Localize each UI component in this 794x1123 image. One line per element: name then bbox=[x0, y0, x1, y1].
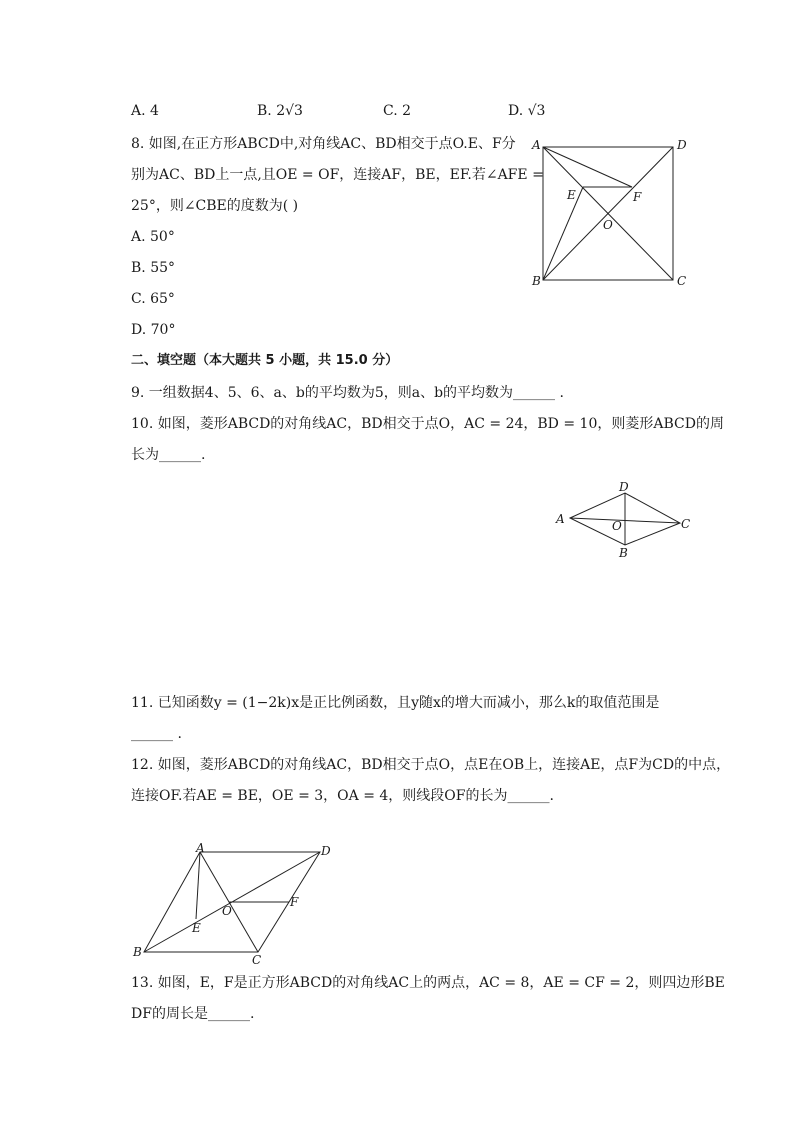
q12-label-f: F bbox=[290, 895, 299, 909]
q8-label-a: A bbox=[532, 138, 541, 152]
q10-text-line1: 10. 如图，菱形ABCD的对角线AC，BD相交于点O，AC = 24，BD = 10，则菱形ABCD的周 bbox=[131, 416, 724, 432]
q7-option-d: D. √3 bbox=[508, 103, 546, 119]
q7-option-c: C. 2 bbox=[383, 103, 412, 119]
q12-label-a: A bbox=[196, 842, 205, 855]
q8-label-f: F bbox=[633, 190, 642, 204]
q13-text-line2: DF的周长是______. bbox=[131, 1006, 255, 1022]
section-fill-in-blank-header: 二、填空题（本大题共 5 小题，共 15.0 分） bbox=[131, 353, 399, 368]
q8-option-c: C. 65° bbox=[131, 291, 175, 307]
q8-option-a: A. 50° bbox=[131, 229, 175, 245]
q11-text-line2: ______ . bbox=[131, 726, 182, 742]
q8-option-d: D. 70° bbox=[131, 322, 176, 338]
q12-label-d: D bbox=[321, 844, 331, 858]
q12-rhombus-figure bbox=[128, 842, 338, 967]
q10-label-d: D bbox=[619, 480, 629, 494]
q8-label-e: E bbox=[567, 188, 576, 202]
q8-text-line2: 别为AC、BD上一点,且OE = OF，连接AF，BE，EF.若∠AFE = bbox=[131, 167, 544, 183]
q12-label-e: E bbox=[192, 921, 201, 935]
q12-text-line2: 连接OF.若AE = BE，OE = 3，OA = 4，则线段OF的长为______. bbox=[131, 788, 554, 804]
q7-option-a: A. 4 bbox=[131, 103, 159, 119]
q10-label-o: O bbox=[612, 519, 622, 533]
q12-label-o: O bbox=[222, 904, 232, 918]
q8-label-b: B bbox=[532, 274, 541, 288]
q10-label-b: B bbox=[619, 546, 628, 560]
q12-label-c: C bbox=[252, 953, 262, 967]
q8-option-b: B. 55° bbox=[131, 260, 176, 276]
q10-label-a: A bbox=[556, 512, 565, 526]
q8-label-o: O bbox=[603, 218, 613, 232]
q8-label-c: C bbox=[677, 274, 687, 288]
q10-text-line2: 长为______. bbox=[131, 447, 206, 463]
q9-text: 9. 一组数据4、5、6、a、b的平均数为5，则a、b的平均数为______ . bbox=[131, 385, 564, 401]
q8-text-line3: 25°，则∠CBE的度数为( ) bbox=[131, 198, 299, 214]
q12-text-line1: 12. 如图，菱形ABCD的对角线AC，BD相交于点O，点E在OB上，连接AE，点F为CD的中点， bbox=[131, 757, 731, 773]
q8-text-line1: 8. 如图,在正方形ABCD中,对角线AC、BD相交于点O.E、F分 bbox=[131, 136, 516, 152]
q10-label-c: C bbox=[681, 517, 691, 531]
q10-rhombus-figure bbox=[550, 478, 695, 563]
q13-text-line1: 13. 如图，E，F是正方形ABCD的对角线AC上的两点，AC = 8，AE = CF = 2，则四边形BE bbox=[131, 975, 725, 991]
q11-text-line1: 11. 已知函数y = (1−2k)x是正比例函数，且y随x的增大而减小，那么k的取值范围是 bbox=[131, 695, 660, 711]
q8-square-figure bbox=[525, 135, 695, 290]
q8-label-d: D bbox=[677, 138, 687, 152]
q12-label-b: B bbox=[133, 945, 142, 959]
q7-option-b: B. 2√3 bbox=[257, 103, 303, 119]
